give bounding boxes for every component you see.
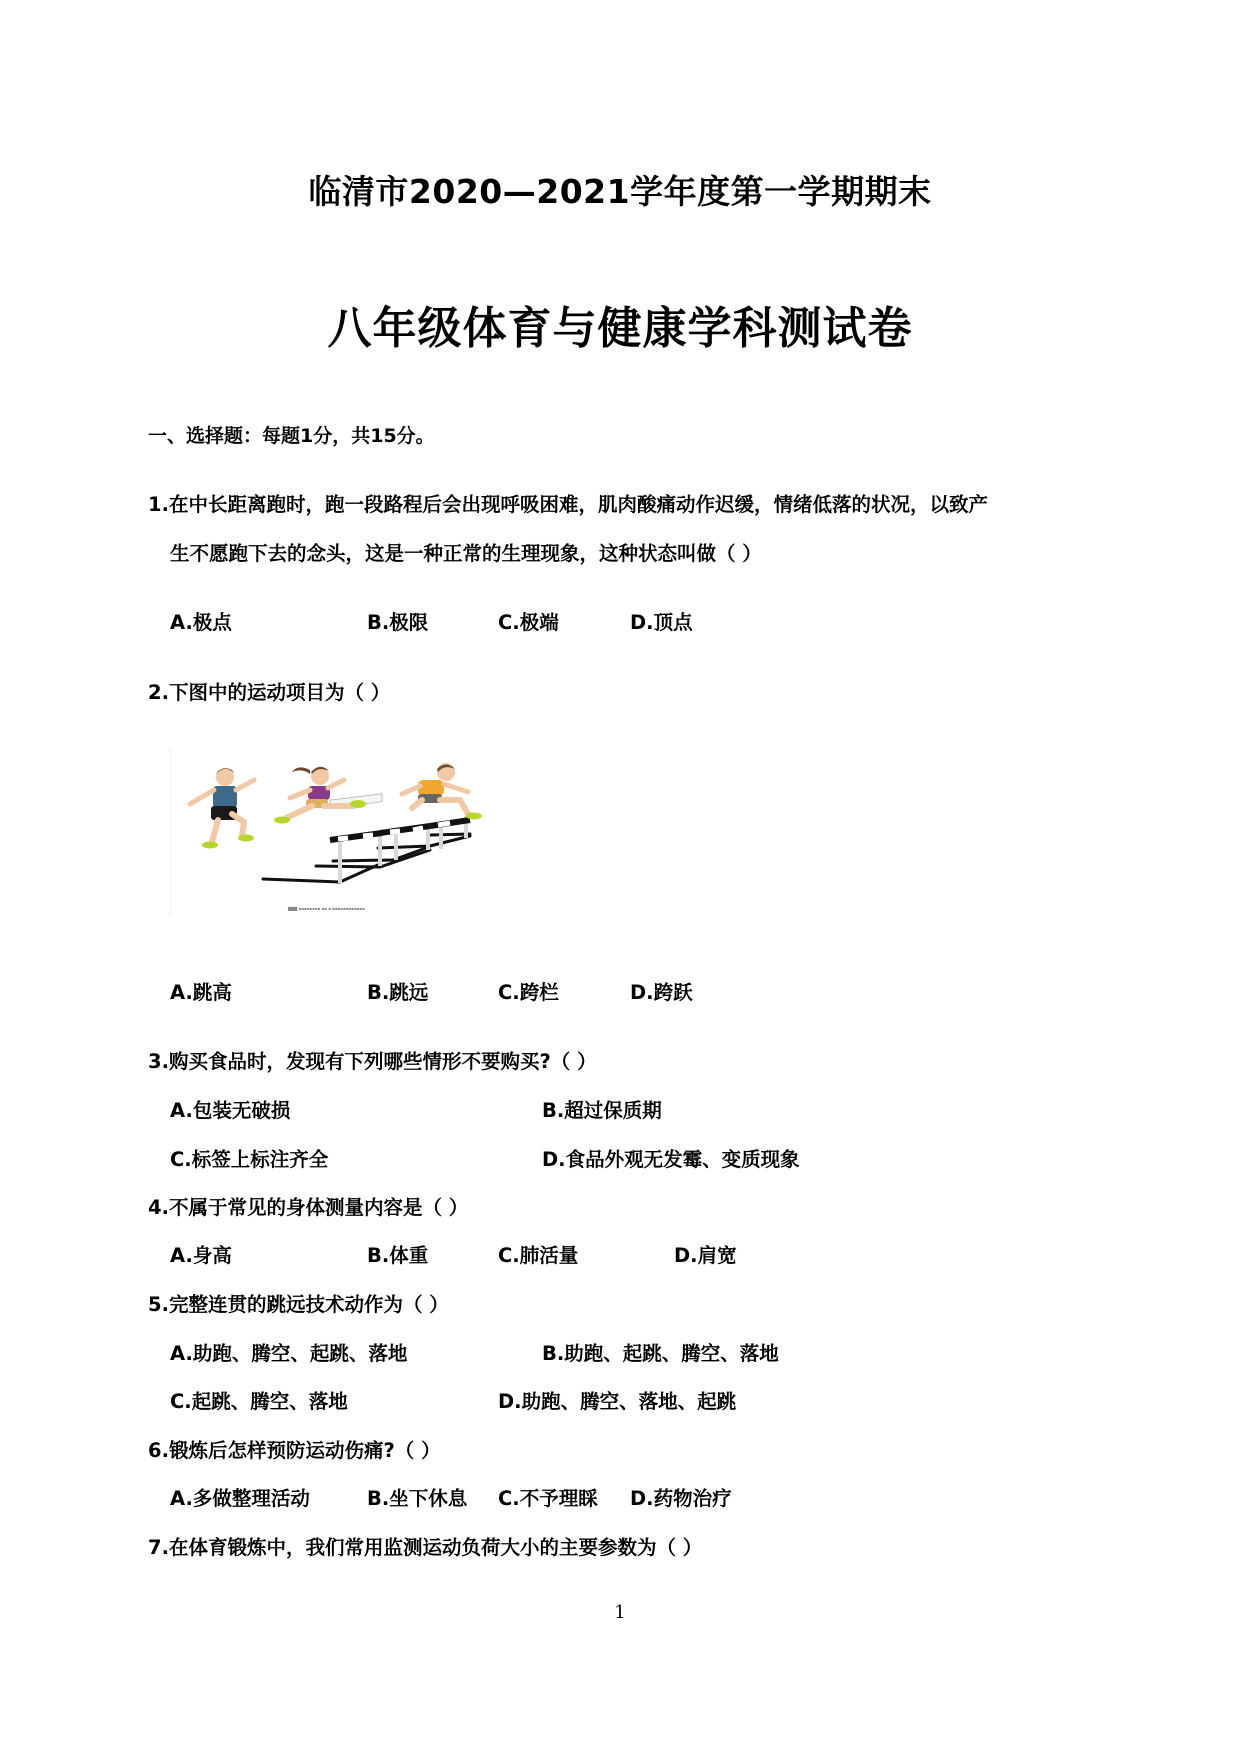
question-1-line2: 生不愿跑下去的念头，这是一种正常的生理现象，这种状态叫做（ ） — [170, 542, 762, 565]
question-1-line1: 1.在中长距离跑时，跑一段路程后会出现呼吸困难，肌肉酸痛动作迟缓，情绪低落的状况，以致产 — [148, 493, 988, 516]
question-2-option-c: C.跨栏 — [498, 981, 559, 1004]
question-4-line1: 4.不属于常见的身体测量内容是（ ） — [148, 1196, 469, 1219]
question-6-option-b: B.坐下休息 — [367, 1487, 468, 1510]
question-3-option-a: A.包装无破损 — [170, 1099, 291, 1122]
question-4-option-c: C.肺活量 — [498, 1244, 579, 1267]
question-2-option-d: D.跨跃 — [630, 981, 693, 1004]
question-6-option-d: D.药物治疗 — [630, 1487, 732, 1510]
question-5-option-b: B.助跑、起跳、腾空、落地 — [542, 1342, 779, 1365]
question-5-option-a: A.助跑、腾空、起跳、落地 — [170, 1342, 408, 1365]
question-2-line1: 2.下图中的运动项目为（ ） — [148, 681, 391, 704]
page-number: 1 — [614, 1602, 626, 1623]
question-4-option-d: D.肩宽 — [674, 1244, 737, 1267]
question-5-option-c: C.起跳、腾空、落地 — [170, 1390, 348, 1413]
question-3-option-c: C.标签上标注齐全 — [170, 1148, 329, 1171]
exam-title-line1: 临清市2020—2021学年度第一学期期末 — [308, 172, 932, 211]
question-4-option-b: B.体重 — [367, 1244, 429, 1267]
question-3-line1: 3.购买食品时，发现有下列哪些情形不要购买?（ ） — [148, 1050, 597, 1073]
question-2-option-b: B.跳远 — [367, 981, 429, 1004]
exam-title-line2: 八年级体育与健康学科测试卷 — [327, 303, 913, 354]
question-6-line1: 6.锻炼后怎样预防运动伤痛?（ ） — [148, 1439, 441, 1462]
question-6-option-a: A.多做整理活动 — [170, 1487, 310, 1510]
question-1-option-c: C.极端 — [498, 611, 559, 634]
question-3-option-b: B.超过保质期 — [542, 1099, 662, 1122]
question-4-option-a: A.身高 — [170, 1244, 232, 1267]
question-3-option-d: D.食品外观无发霉、变质现象 — [542, 1148, 800, 1171]
section-heading: 一、选择题：每题1分，共15分。 — [148, 425, 435, 447]
question-2-option-a: A.跳高 — [170, 981, 232, 1004]
question-7-line1: 7.在体育锻炼中，我们常用监测运动负荷大小的主要参数为（ ） — [148, 1536, 703, 1559]
hurdles-figure — [168, 742, 548, 922]
question-6-option-c: C.不予理睬 — [498, 1487, 598, 1510]
figure-watermark: ▇▇▇ ▪▪▪▪▪▪▪▪ ▪▪ ▪ ▪▪▪▪▪▪▪▪▪▪▪▪ — [288, 906, 365, 911]
hurdles-illustration-icon — [168, 742, 548, 922]
question-1-option-d: D.顶点 — [630, 611, 693, 634]
question-5-option-d: D.助跑、腾空、落地、起跳 — [498, 1390, 737, 1413]
question-1-option-a: A.极点 — [170, 611, 232, 634]
question-1-option-b: B.极限 — [367, 611, 429, 634]
question-5-line1: 5.完整连贯的跳远技术动作为（ ） — [148, 1293, 449, 1316]
